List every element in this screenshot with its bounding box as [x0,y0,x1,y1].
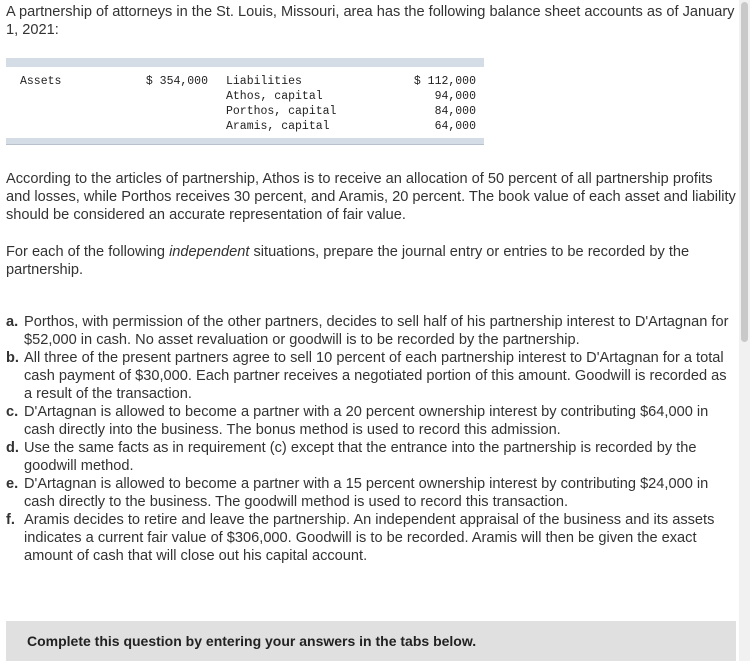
requirement-f [6,511,730,565]
liabilities-capital-list [226,74,476,134]
row-label: Aramis, capital [226,120,330,133]
row-label: Liabilities [226,75,302,88]
row-value: 64,000 [434,120,476,133]
articles-paragraph: According to the articles of partnership, Athos is to receive an allocation of 50 percent of all partnership profits and losses, while Porthos receives 30 percent, and Aramis, 20 percent. The book value of each asset and liability should be considered an accurate representation of fair value. [6,171,736,223]
requirement-b [6,349,730,403]
instructions-paragraph [6,243,736,279]
requirements-list [6,313,730,565]
table-top-band [6,58,484,67]
instruction-banner [6,621,736,661]
assets-value: $ 354,000 [145,75,208,88]
requirement-d [6,439,730,475]
vertical-scrollbar[interactable] [739,0,750,661]
balance-sheet-table [6,58,484,146]
requirement-a [6,313,730,349]
row-value: 94,000 [434,90,476,103]
requirement-label: a. [6,314,19,330]
instructions-text-start: For each of the following [6,244,170,260]
requirement-label: d. [6,440,19,456]
requirement-text: D'Artagnan is allowed to become a partner with a 20 percent ownership interest by contributing $64,000 in cash directly into the business. The bonus method is used to record this admission. [24,404,709,438]
requirement-label: c. [6,404,19,420]
requirement-label: f. [6,512,15,528]
table-row [226,74,476,89]
row-value: 84,000 [434,105,476,118]
requirement-e [6,475,730,511]
requirement-label: b. [6,350,19,366]
intro-paragraph: A partnership of attorneys in the St. Louis, Missouri, area has the following balance sheet accounts as of January 1, 2021: [6,4,735,38]
scrollbar-thumb[interactable] [741,2,748,342]
requirement-text: All three of the present partners agree to sell 10 percent of each partnership interest to D'Artagnan for a total cash payment of $30,000. Each partner receives a negotiated portion of this amount. Goodwill is recorded as a result of the transaction. [24,350,727,402]
table-row [226,104,476,119]
requirement-text: Aramis decides to retire and leave the partnership. An independent appraisal of the business and its assets indicates a current fair value of $306,000. Goodwill is to be recorded. Aramis will then be given the exact amount of cash that will close out his capital account. [24,512,715,564]
requirement-text: D'Artagnan is allowed to become a partner with a 15 percent ownership interest by contributing $24,000 in cash directly to the business. The goodwill method is used to record this transaction. [24,476,709,510]
requirement-label: e. [6,476,19,492]
instructions-emphasis: independent [169,244,250,260]
banner-text: Complete this question by entering your answers in the tabs below. [27,633,477,649]
instructions-text-end: situations, prepare the journal entry or entries to be recorded by the partnership. [6,244,690,278]
table-row [226,89,476,104]
requirement-text: Porthos, with permission of the other partners, decides to sell half of his partnership interest to D'Artagnan for $52,000 in cash. No asset revaluation or goodwill is to be recorded by the partnership. [24,314,729,348]
table-bottom-band [6,138,484,145]
requirement-c [6,403,730,439]
requirement-text: Use the same facts as in requirement (c) except that the entrance into the partnership is recorded by the goodwill method. [24,440,697,474]
assets-label: Assets [20,75,62,88]
table-row [226,119,476,134]
row-label: Athos, capital [226,90,323,103]
row-label: Porthos, capital [226,105,337,118]
row-value: $ 112,000 [413,75,476,88]
